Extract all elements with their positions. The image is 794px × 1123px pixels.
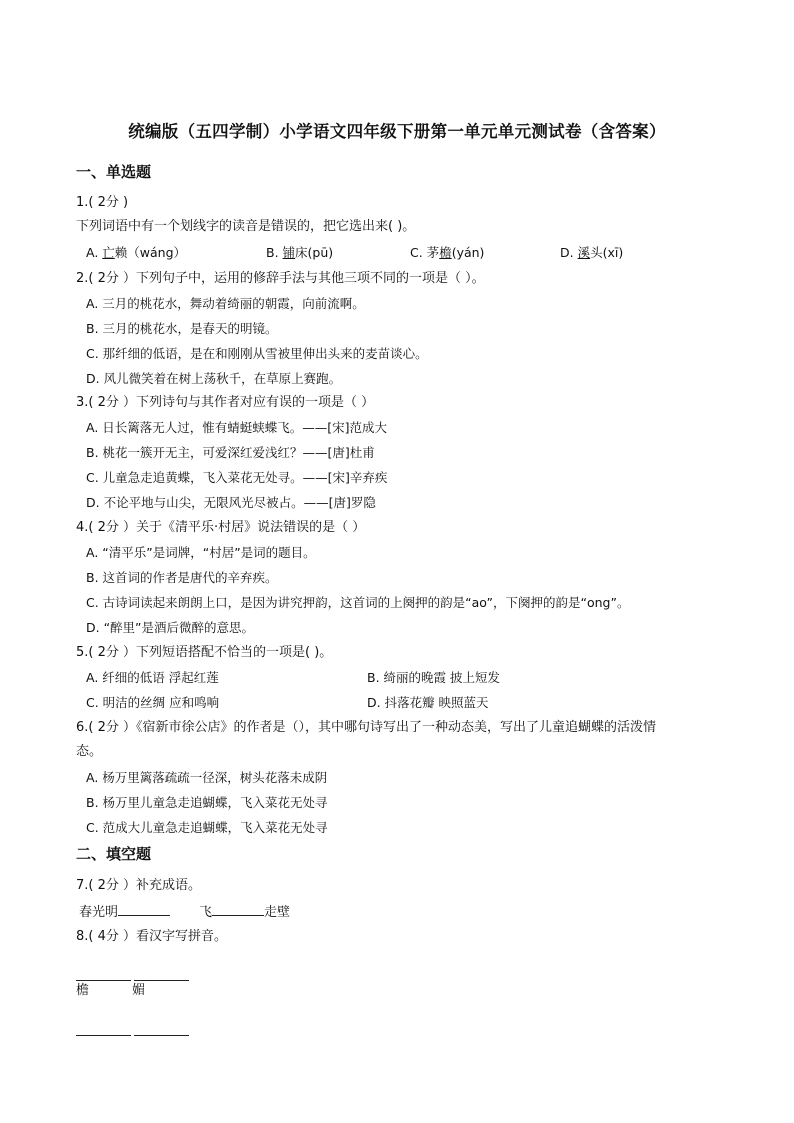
q5-option-c[interactable]: C. 明洁的丝绸 应和鸣响 xyxy=(86,695,220,710)
q3-header: 3.( 2分 ）下列诗句与其作者对应有误的一项是（ ） xyxy=(76,395,375,410)
q4-option-c[interactable]: C. 古诗词读起来朗朗上口，是因为讲究押韵，这首词的上阕押的韵是“ao”，下阕押的韵是“ong”。 xyxy=(86,595,630,610)
q4-option-a[interactable]: A. “清平乐”是词牌，“村居”是词的题目。 xyxy=(86,545,316,560)
answer-blank[interactable] xyxy=(118,902,170,916)
q4-header: 4.( 2分 ）关于《清平乐·村居》说法错误的是（ ） xyxy=(76,520,366,535)
q6-option-a[interactable]: A. 杨万里篱落疏疏一径深，树头花落未成阴 xyxy=(86,770,328,785)
q6-header-cont: 态。 xyxy=(76,744,103,759)
section-fill-in: 二、填空题 xyxy=(76,845,152,863)
q5-option-d[interactable]: D. 抖落花瓣 映照蓝天 xyxy=(367,695,489,710)
q6-option-b[interactable]: B. 杨万里儿童急走追蝴蝶，飞入菜花无处寻 xyxy=(86,795,328,810)
q3-option-d[interactable]: D. 不论平地与山尖，无限风光尽被占。——[唐]罗隐 xyxy=(86,495,376,510)
option-text: (yán) xyxy=(451,245,485,260)
option-prefix: D. xyxy=(560,245,578,260)
pinyin-blank[interactable] xyxy=(134,1034,189,1036)
option-text: 床(pū) xyxy=(295,245,334,260)
idiom-part: 走壁 xyxy=(263,905,290,920)
underlined-char: 铺 xyxy=(282,245,296,260)
q2-option-a[interactable]: A. 三月的桃花水，舞动着绮丽的朝霞，向前流啊。 xyxy=(86,296,365,311)
q1-option-d[interactable] xyxy=(560,244,623,262)
q2-option-d[interactable]: D. 风儿微笑着在树上荡秋千，在草原上赛跑。 xyxy=(86,371,342,386)
idiom-part: 飞 xyxy=(198,905,212,920)
q3-option-c[interactable]: C. 儿童急走追黄蝶，飞入菜花无处寻。——[宋]辛弃疾 xyxy=(86,470,388,485)
q7-header: 7.( 2分 ）补充成语。 xyxy=(76,878,202,893)
underlined-char: 亡 xyxy=(102,245,115,260)
q1-header xyxy=(76,194,128,212)
q5-option-a[interactable]: A. 纤细的低语 浮起红莲 xyxy=(86,670,219,685)
pinyin-blank[interactable] xyxy=(76,1034,131,1036)
q4-option-d[interactable]: D. “醉里”是酒后微醉的意思。 xyxy=(86,620,255,635)
q4-option-b[interactable]: B. 这首词的作者是唐代的辛弃疾。 xyxy=(86,570,278,585)
q7-idioms xyxy=(79,902,290,922)
q5-option-b[interactable]: B. 绮丽的晚霞 披上短发 xyxy=(367,670,500,685)
option-prefix: A. xyxy=(86,245,103,260)
q2-header: 2.( 2分 ）下列句子中，运用的修辞手法与其他三项不同的一项是（ ）。 xyxy=(76,271,485,286)
q3-option-a[interactable]: A. 日长篱落无人过，惟有蜻蜓蛱蝶飞。——[宋]范成大 xyxy=(86,420,388,435)
idiom-part: 春光明 xyxy=(79,905,119,920)
q6-option-c[interactable]: C. 范成大儿童急走追蝴蝶，飞入菜花无处寻 xyxy=(86,820,328,835)
q6-header: 6.( 2分 ）《宿新市徐公店》的作者是（），其中哪句诗写出了一种动态美，写出了儿童追蝴蝶的活泼情 xyxy=(76,720,657,735)
option-prefix: C. 茅 xyxy=(410,245,440,260)
page-title: 统编版（五四学制）小学语文四年级下册第一单元单元测试卷（含答案） xyxy=(128,122,666,141)
q8-header: 8.( 4分 ）看汉字写拼音。 xyxy=(76,929,228,944)
q2-option-c[interactable]: C. 那纤细的低语，是在和刚刚从雪被里伸出头来的麦苗谈心。 xyxy=(86,346,428,361)
q1-stem: 下列词语中有一个划线字的读音是错误的，把它选出来( )。 xyxy=(76,219,416,234)
section-single-choice: 一、单选题 xyxy=(76,163,152,181)
hanzi-char-2: 媚 xyxy=(132,983,146,998)
q1-option-a[interactable] xyxy=(86,244,186,262)
q1-option-b[interactable] xyxy=(266,244,333,262)
q3-option-b[interactable]: B. 桃花一簇开无主，可爱深红爱浅红？——[唐]杜甫 xyxy=(86,445,375,460)
q2-option-b[interactable]: B. 三月的桃花水，是春天的明镜。 xyxy=(86,321,278,336)
underlined-char: 檐 xyxy=(439,245,452,260)
q5-header: 5.( 2分 ）下列短语搭配不恰当的一项是( )。 xyxy=(76,645,333,660)
option-prefix: B. xyxy=(266,245,283,260)
option-text: 头(xī) xyxy=(590,245,624,260)
q1-number: 1. xyxy=(76,195,89,210)
q1-option-c[interactable] xyxy=(410,244,484,262)
hanzi-char-1: 檐 xyxy=(76,983,90,998)
underlined-char: 溪 xyxy=(577,245,591,260)
answer-blank[interactable] xyxy=(212,902,264,916)
pinyin-blank-row-2 xyxy=(76,1021,192,1040)
q1-score: ( 2分 ) xyxy=(88,195,129,210)
option-text: 赖（wáng） xyxy=(114,245,187,260)
